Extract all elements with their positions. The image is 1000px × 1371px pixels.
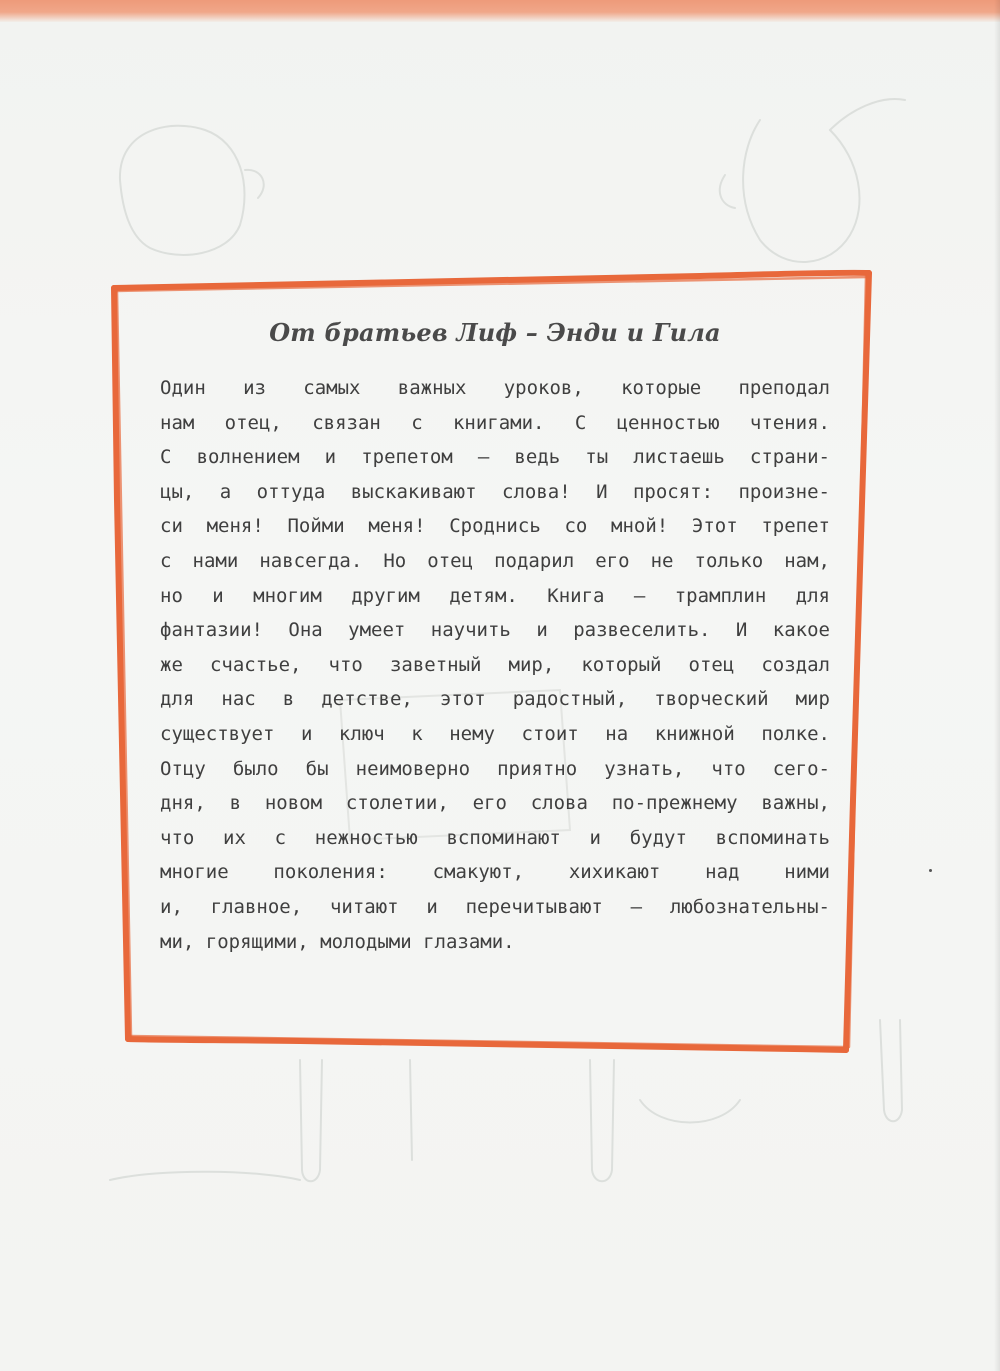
foreword-title: От братьев Лиф – Энди и Гила [269,318,721,347]
text-line: но и многим другим детям. Книга – трамплин для [160,584,830,607]
text-line: что их с нежностью вспоминают и будут вспоминать [160,826,830,849]
text-line: дня, в новом столетии, его слова по-прежнему важны, [160,792,830,815]
text-line: С волнением и трепетом – ведь ты листаешь страни- [160,446,830,469]
text-line: многие поколения: смакуют, хихикают над ними [160,861,830,884]
text-line: нам отец, связан с книгами. С ценностью чтения. [160,411,830,434]
text-line: для нас в детстве, этот радостный, творческий мир [160,688,830,711]
text-line: и, главное, читают и перечитывают – любознательны- [160,895,830,918]
foreword-block [160,318,830,959]
text-line: Отцу было бы неимоверно приятно узнать, что сего- [160,757,830,780]
paper-speck [929,869,932,872]
text-line: существует и ключ к нему стоит на книжной полке. [160,722,830,745]
text-line: си меня! Пойми меня! Сроднись со мной! Этот трепет [160,515,830,538]
text-line: с нами навсегда. Но отец подарил его не только нам, [160,549,830,572]
text-line: цы, а оттуда выскакивают слова! И просят: произне- [160,480,830,503]
text-line: Один из самых важных уроков, которые преподал [160,377,830,399]
foreword-body [160,371,830,959]
text-line: же счастье, что заветный мир, который отец создал [160,653,830,676]
text-line: фантазии! Она умеет научить и развеселить. И какое [160,619,830,642]
text-line-last: ми, горящими, молодыми глазами. [160,930,515,953]
